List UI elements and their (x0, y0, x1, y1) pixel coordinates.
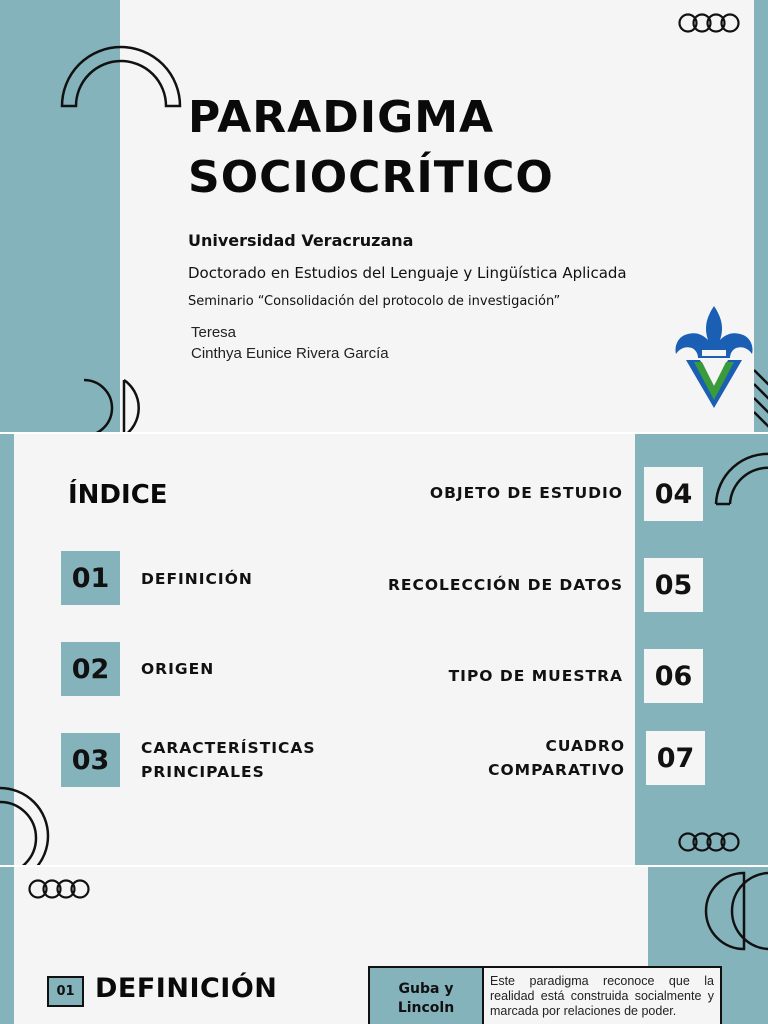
index-item-caracteristicas-line1: CARACTERÍSTICAS (141, 739, 316, 757)
rings-icon (28, 878, 90, 900)
index-number-01: 01 (61, 551, 120, 605)
cover-panel (120, 0, 754, 432)
index-number-05: 05 (644, 558, 703, 612)
half-circles-icon (80, 376, 170, 432)
index-number-06: 06 (644, 649, 703, 703)
index-heading: ÍNDICE (68, 480, 168, 510)
author-1: Teresa (191, 324, 237, 341)
rings-icon (678, 831, 740, 853)
index-item-recoleccion[interactable]: RECOLECCIÓN DE DATOS (387, 576, 623, 594)
index-item-cuadro[interactable] (488, 734, 625, 782)
stripes-icon (754, 368, 768, 432)
definition-text-cell: Este paradigma reconoce que la realidad está construida socialmente y marcada por relaciones de poder. (490, 974, 714, 1018)
program-name: Doctorado en Estudios del Lenguaje y Lingüística Aplicada (188, 264, 627, 282)
definition-source-line1: Guba y (398, 981, 454, 997)
definition-title: DEFINICIÓN (95, 973, 278, 1004)
index-number-04: 04 (644, 467, 703, 521)
author-2: Cinthya Eunice Rivera García (191, 345, 389, 362)
cover-title-line1: PARADIGMA (188, 92, 495, 143)
index-number-03: 03 (61, 733, 120, 787)
index-item-caracteristicas-line2: PRINCIPALES (141, 763, 265, 781)
index-item-muestra[interactable]: TIPO DE MUESTRA (448, 667, 623, 685)
university-name: Universidad Veracruzana (188, 231, 414, 250)
index-number-07: 07 (646, 731, 705, 785)
definition-number: 01 (47, 976, 84, 1007)
definition-source-cell (370, 968, 484, 1024)
half-circle-icon (0, 784, 62, 865)
cover-title-line2: SOCIOCRÍTICO (188, 152, 554, 203)
definition-source-line2: Lincoln (397, 1000, 455, 1016)
index-item-objeto[interactable]: OBJETO DE ESTUDIO (429, 484, 623, 502)
arch-icon (712, 448, 768, 508)
index-slide (0, 434, 768, 865)
seminar-name: Seminario “Consolidación del protocolo de investigación” (188, 294, 561, 309)
definition-table (368, 966, 722, 1024)
index-item-cuadro-line1: CUADRO (545, 737, 625, 755)
index-item-caracteristicas[interactable] (141, 736, 316, 784)
index-item-definicion[interactable]: DEFINICIÓN (141, 570, 253, 588)
index-item-cuadro-line2: COMPARATIVO (488, 761, 625, 779)
definition-slide (0, 867, 768, 1024)
universidad-veracruzana-logo-icon (672, 304, 756, 410)
index-number-02: 02 (61, 642, 120, 696)
index-item-origen[interactable]: ORIGEN (141, 660, 215, 678)
arch-icon (56, 40, 186, 110)
rings-icon (678, 12, 740, 34)
half-circles-icon (704, 871, 768, 951)
cover-slide (0, 0, 768, 432)
